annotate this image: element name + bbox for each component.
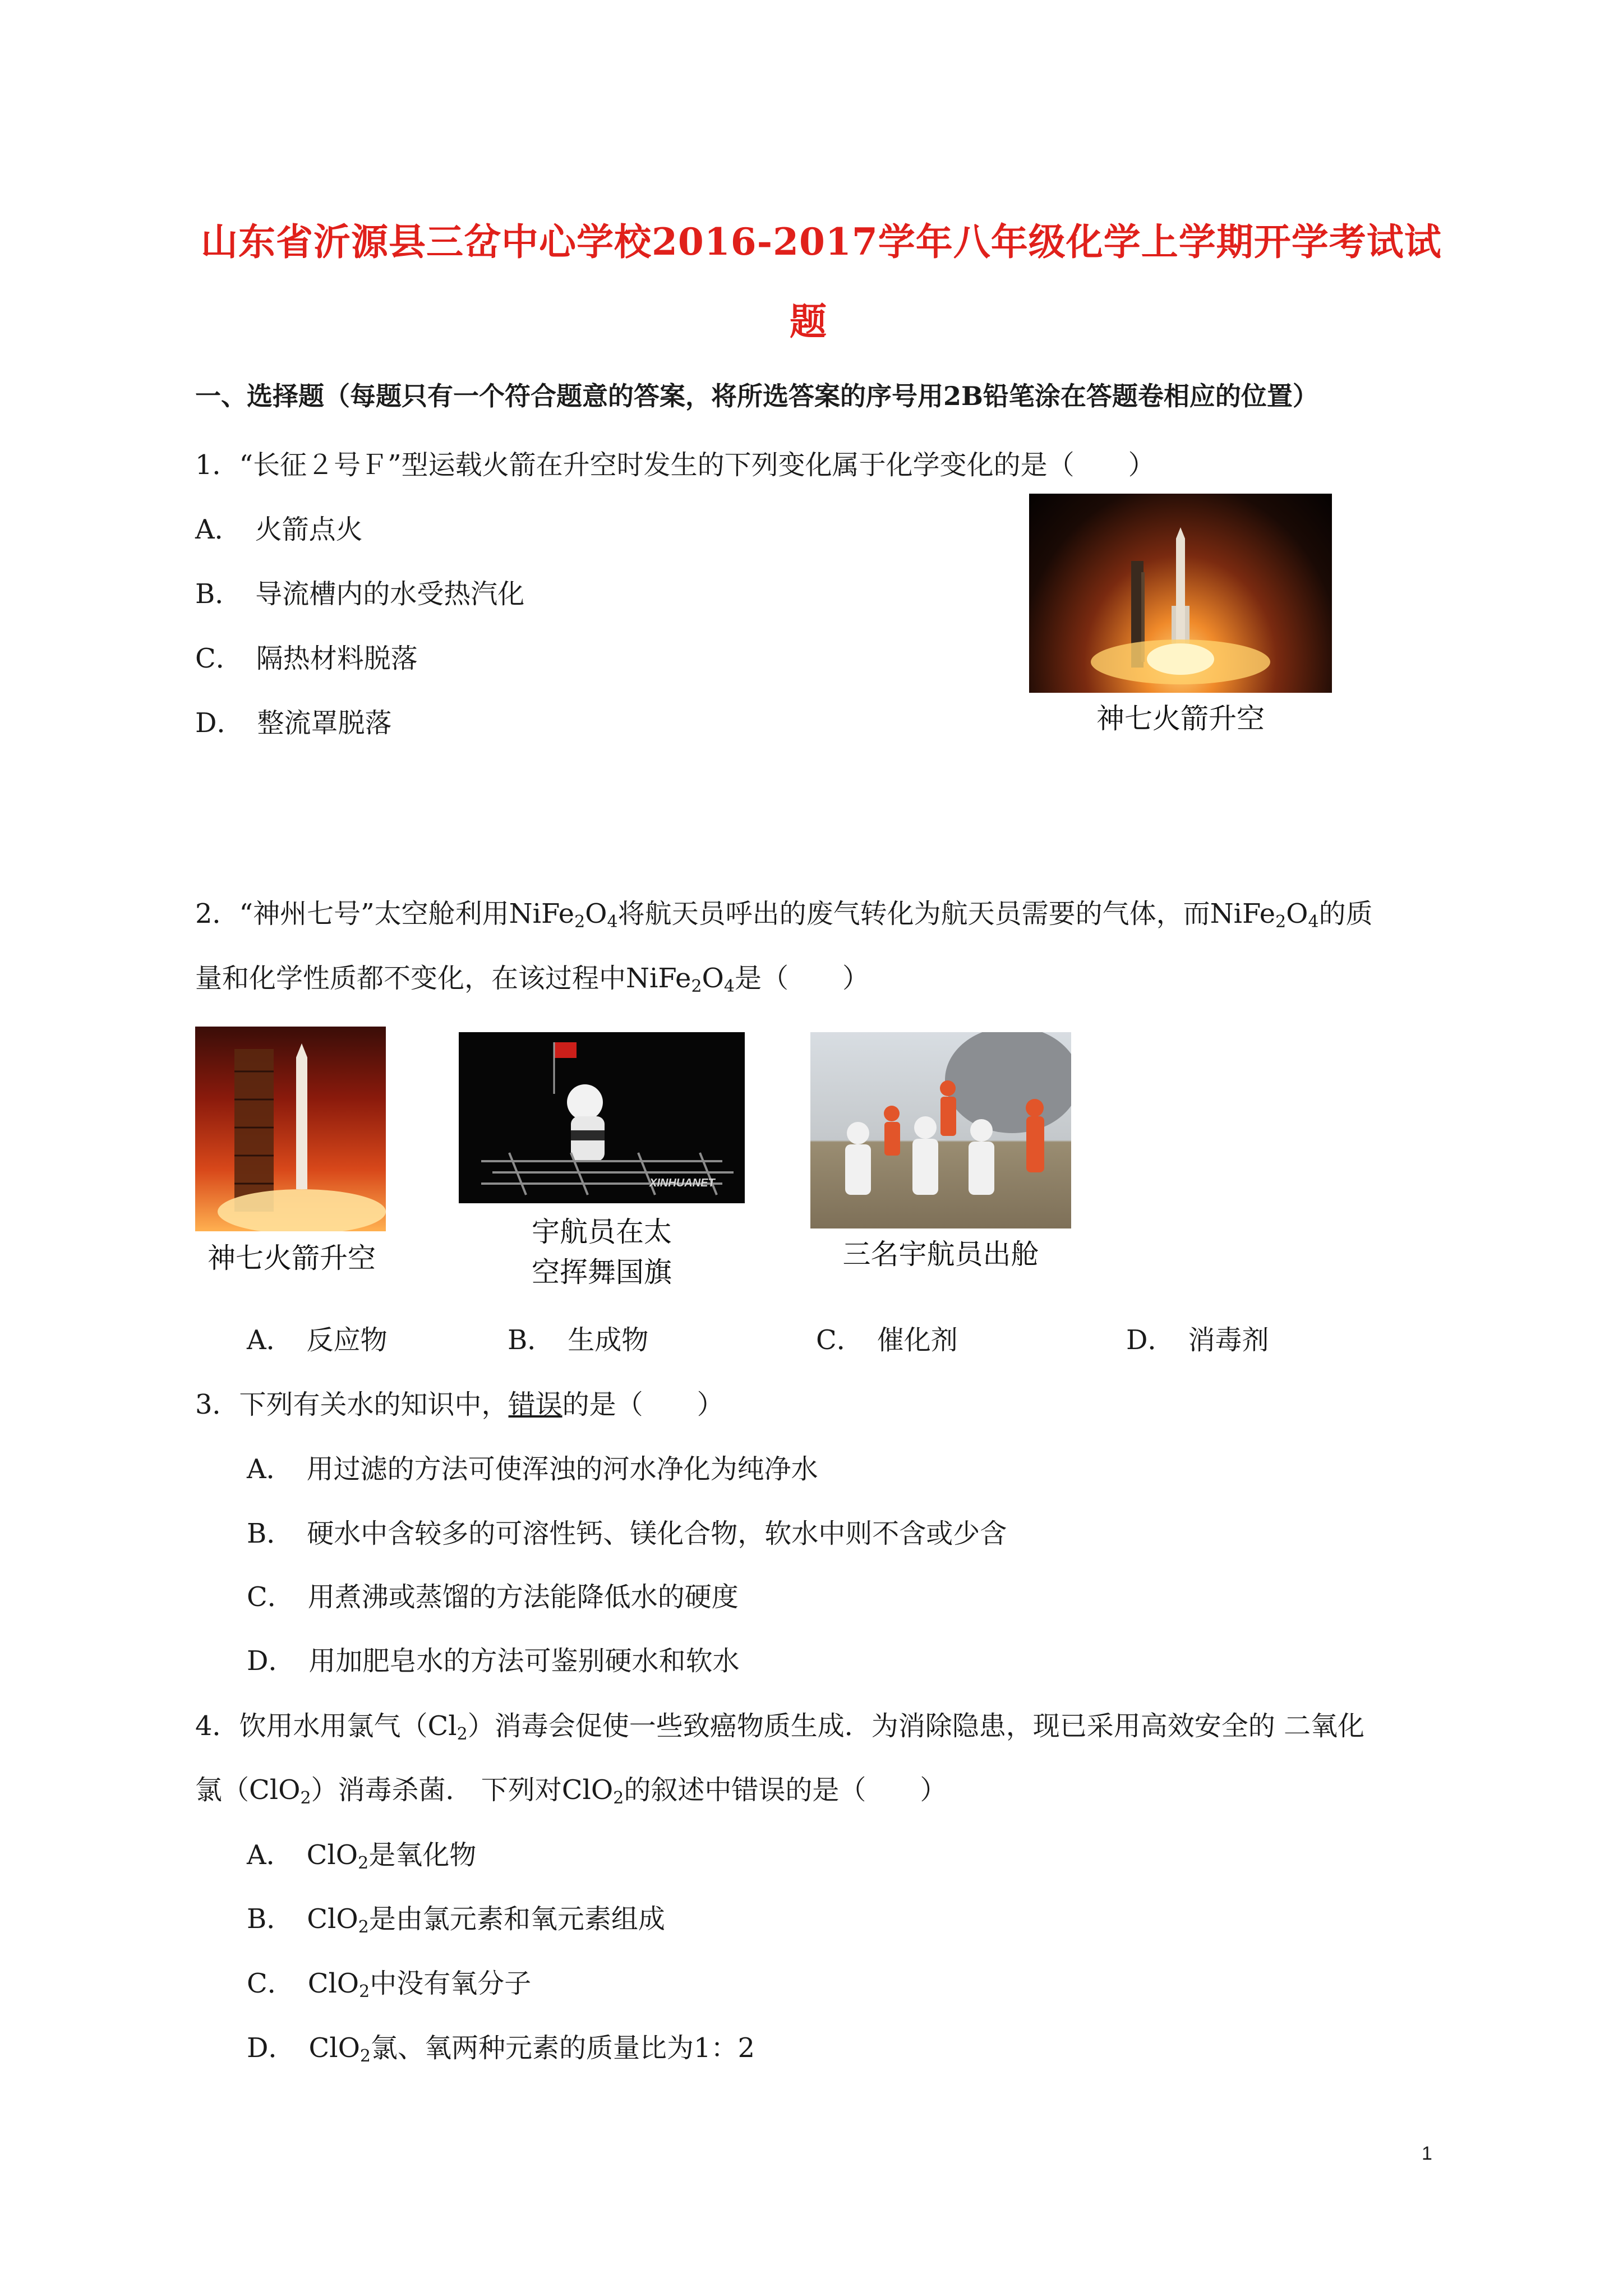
document-title-line2: 题 [790,300,827,343]
rocket-launch-image-2 [195,1027,386,1231]
q2-option-a: A． 反应物 [247,1324,388,1356]
svg-text:XINHUANET: XINHUANET [649,1177,715,1189]
q1-image-caption: 神七火箭升空 [1096,702,1265,735]
section-heading: 一、选择题（每题只有一个符合题意的答案，将所选答案的序号用2B铅笔涂在答题卷相应的位置） [195,381,1318,411]
q2-caption-1: 神七火箭升空 [208,1242,376,1274]
q3-stem: 3．下列有关水的知识中，错误的是（ ） [195,1389,724,1420]
q1-option-a: A． 火箭点火 [195,514,363,545]
q3-option-b: B． 硬水中含较多的可溶性钙、镁化合物，软水中则不含或少含 [247,1518,1007,1549]
q2-stem-line2: 量和化学性质都不变化，在该过程中$NiFe_2O_4$是（ ） [195,963,870,996]
q4-option-c: C． ClO$_2$中没有氧分子 [247,1968,532,2001]
q1-option-c: C． 隔热材料脱落 [195,643,418,674]
q4-option-a: A． ClO$_2$是氧化物 [247,1839,477,1873]
document-title-line1: 山东省沂源县三岔中心学校2016-2017学年八年级化学上学期开学考试试 [201,220,1442,264]
q2-option-c: C． 催化剂 [816,1324,958,1356]
q2-option-d: D． 消毒剂 [1126,1324,1269,1356]
q3-option-c: C． 用煮沸或蒸馏的方法能降低水的硬度 [247,1581,739,1613]
q2-stem-line1: 2．“神州七号”太空舱利用$NiFe_2O_4$将航天员呼出的废气转化为航天员需要的气体，而$NiFe_2O_4$的质 [195,898,1373,932]
rocket-launch-image [1029,494,1332,693]
q1-option-b: B． 导流槽内的水受热汽化 [195,578,525,610]
q4-stem-line1: 4．饮用水用氯气$(Cl_2)$消毒会促使一些致癌物质生成．为消除隐患，现已采用高效安全的 二氧化 [195,1710,1364,1744]
q4-stem-line2: 氯（ClO$_2$）消毒杀菌． 下列对ClO$_2$的叙述中错误的是（ ） [195,1774,947,1808]
q1-stem: 1．“长征２号Ｆ”型运载火箭在升空时发生的下列变化属于化学变化的是（ ） [195,449,1155,481]
q2-caption-2a: 宇航员在太 [532,1216,672,1248]
q2-option-b: B． 生成物 [508,1324,649,1356]
page-number: 1 [1422,2143,1432,2164]
astronauts-image [810,1032,1071,1228]
q2-caption-3: 三名宇航员出舱 [842,1238,1039,1271]
q4-option-d: D． ClO$_2$氯、氧两种元素的质量比为1：2 [247,2032,755,2066]
q4-option-b: B． ClO$_2$是由氯元素和氧元素组成 [247,1903,665,1937]
q3-option-a: A． 用过滤的方法可使浑浊的河水净化为纯净水 [247,1453,818,1485]
q3-option-d: D． 用加肥皂水的方法可鉴别硬水和软水 [247,1645,740,1677]
spacewalk-image [459,1032,745,1203]
q1-option-d: D． 整流罩脱落 [195,707,392,739]
q2-caption-2b: 空挥舞国旗 [532,1256,672,1289]
